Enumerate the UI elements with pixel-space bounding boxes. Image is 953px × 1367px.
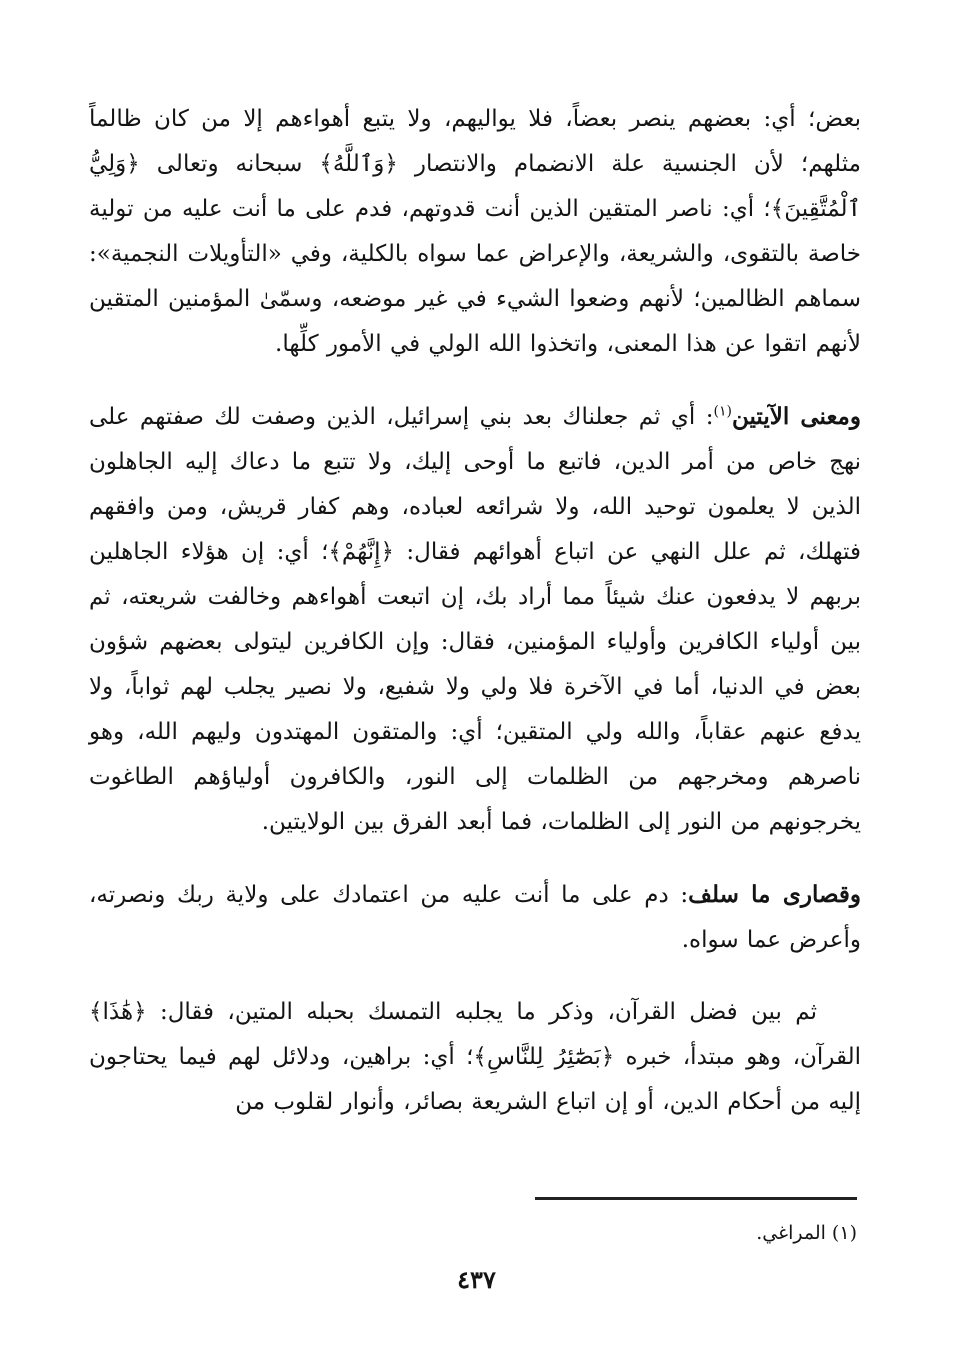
paragraph-gap <box>89 367 861 394</box>
paragraph-2 <box>89 394 861 845</box>
footnote-divider <box>535 1197 857 1200</box>
paragraph-3 <box>89 872 861 963</box>
paragraph-2-text: : أي ثم جعلناك بعد بني إسرائيل، الذين وصفت لك صفتهم على نهج خاص من أمر الدين، فاتبع ما أوحى إليك، ولا تتبع ما دعاك إليه الجاهلون الذين لا يعلمون توحيد الله، ولا شرائعه لعباده، وهم كفار قريش، ومن وافقهم فتهلك، ثم علل النهي عن اتباع أهوائهم فقال: ﴿إِنَّهُمْ﴾؛ أي: إن هؤلاء الجاهلين بربهم لا يدفعون عنك شيئاً مما أراد بك، إن اتبعت أهواءهم وخالفت شريعته، ثم بين أولياء الكافرين وأولياء المؤمنين، فقال: وإن الكافرين ليتولى بعضهم شؤون بعض في الدنيا، أما في الآخرة فلا ولي ولا شفيع، ولا نصير يجلب لهم ثواباً، ولا يدفع عنهم عقاباً، والله ولي المتقين؛ أي: والمتقون المهتدون وليهم الله، وهو ناصرهم ومخرجهم من الظلمات إلى النور، والكافرون أولياؤهم الطاغوت يخرجونهم من النور إلى الظلمات، فما أبعد الفرق بين الولايتين. <box>89 404 861 835</box>
paragraph-4: ثم بين فضل القرآن، وذكر ما يجلبه التمسك بحبله المتين، فقال: ﴿هَٰذَا﴾ القرآن، وهو مبتدأ، خبره ﴿بَصَٰٓئِرُ لِلنَّاسِ﴾؛ أي: براهين، ودلائل لهم فيما يحتاجون إليه من أحكام الدين، أو إن اتباع الشريعة بصائر، وأنوار لقلوب من <box>89 999 861 1115</box>
paragraph-3-lead: وقصارى ما سلف <box>688 881 861 908</box>
body-text <box>89 97 861 1125</box>
page-number: ٤٣٧ <box>457 1265 496 1294</box>
footnote: (١) المراغي. <box>756 1222 857 1244</box>
paragraph-gap <box>89 963 861 990</box>
footnote-marker[interactable]: (١) <box>713 403 732 420</box>
paragraph-1: بعض؛ أي: بعضهم ينصر بعضاً، فلا يواليهم، ولا يتبع أهواءهم إلا من كان ظالماً مثلهم؛ لأن الجنسية علة الانضمام والانتصار ﴿وَٱللَّهُ﴾ سبحانه وتعالى ﴿وَلِيُّ ٱلْمُتَّقِينَ﴾؛ أي: ناصر المتقين الذين أنت قدوتهم، فدم على ما أنت عليه من تولية خاصة بالتقوى، والشريعة، والإعراض عما سواه بالكلية، وفي «التأويلات النجمية»: سماهم الظالمين؛ لأنهم وضعوا الشيء في غير موضعه، وسمّىٰ المؤمنين المتقين لأنهم اتقوا عن هذا المعنى، واتخذوا الله الولي في الأمور كلِّها. <box>89 106 861 357</box>
paragraph-gap <box>89 845 861 872</box>
paragraph-3-text: : دم على ما أنت عليه من اعتمادك على ولاية ربك ونصرته، وأعرض عما سواه. <box>89 882 861 953</box>
paragraph-2-lead: ومعنى الآيتين <box>731 403 861 430</box>
